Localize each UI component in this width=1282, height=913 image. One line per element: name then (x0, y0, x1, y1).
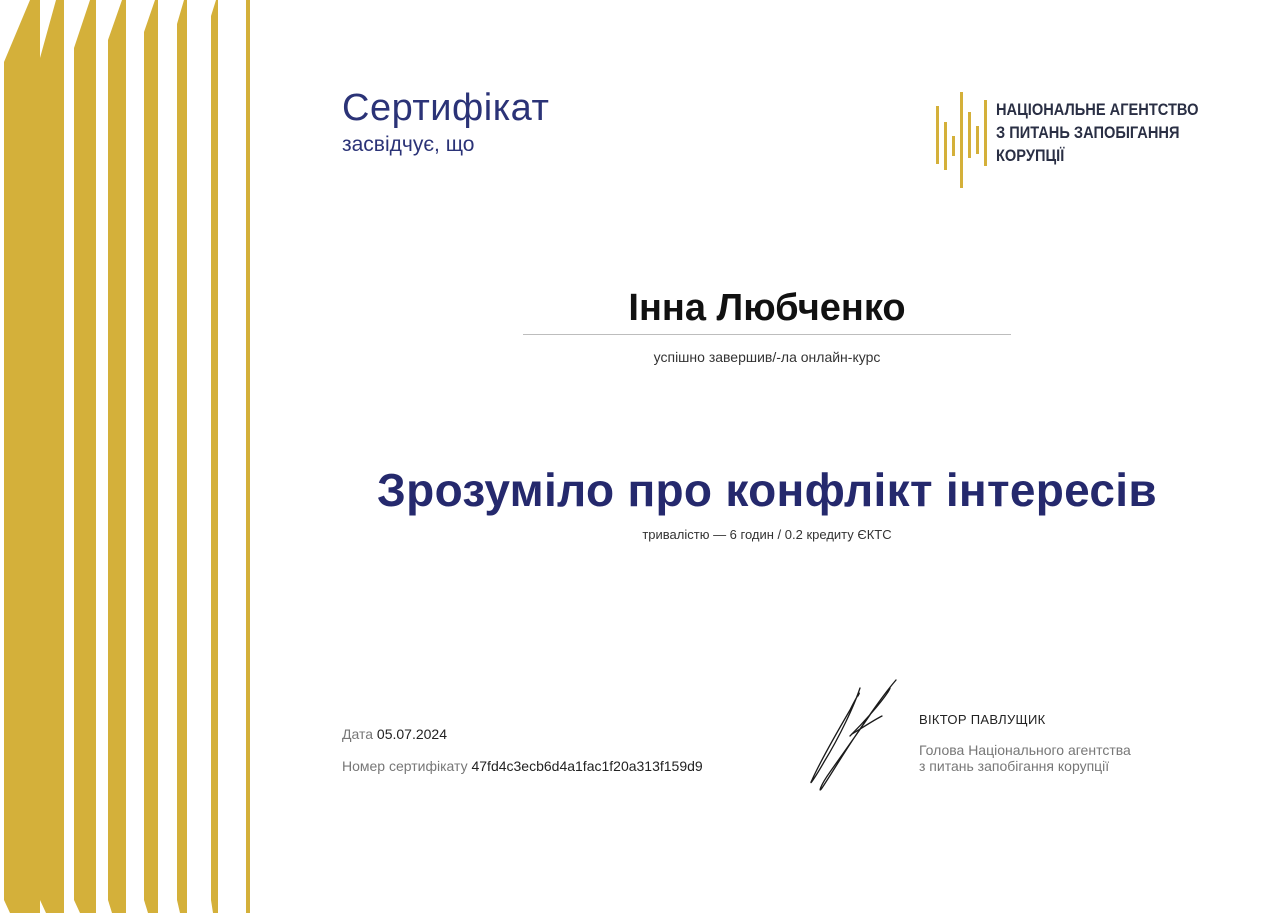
agency-name-line: НАЦІОНАЛЬНЕ АГЕНТСТВО (996, 100, 1199, 119)
issue-date (342, 724, 703, 744)
completion-text: успішно завершив/-ла онлайн-курс (653, 349, 881, 365)
certificate-meta (342, 724, 703, 776)
course-duration: тривалістю — 6 годин / 0.2 кредиту ЄКТС (642, 527, 892, 542)
agency-name (996, 98, 1199, 167)
recipient-name: Інна Любченко (628, 287, 906, 329)
recipient-underline (523, 334, 1011, 335)
issue-date-value: 05.07.2024 (376, 726, 447, 742)
certificate-number (342, 756, 703, 776)
agency-bars-logo-icon (932, 92, 988, 188)
certificate-number-label: Номер сертифікату (342, 758, 468, 774)
signer-name: ВІКТОР ПАВЛУЩИК (919, 712, 1046, 727)
certificate-number-value: 47fd4c3ecb6d4a1fac1f20a313f159d9 (471, 758, 703, 774)
signer-role (919, 742, 1189, 774)
course-title: Зрозуміло про конфлікт інтересів (377, 464, 1157, 516)
certificate-heading (342, 86, 549, 158)
agency-name-line: КОРУПЦІЇ (996, 146, 1065, 165)
agency-logo (932, 92, 1202, 188)
certificate-title: Сертифікат (342, 87, 550, 129)
issue-date-label: Дата (342, 726, 374, 742)
agency-name-line: З ПИТАНЬ ЗАПОБІГАННЯ (996, 123, 1180, 142)
signer-block (919, 712, 1189, 774)
handwritten-signature (800, 676, 900, 794)
signer-role-line: Голова Національного агентства (919, 742, 1131, 758)
certificate-subtitle: засвідчує, що (342, 133, 475, 156)
decorative-gold-stripes (0, 0, 260, 913)
signer-role-line: з питань запобігання корупції (919, 758, 1110, 774)
